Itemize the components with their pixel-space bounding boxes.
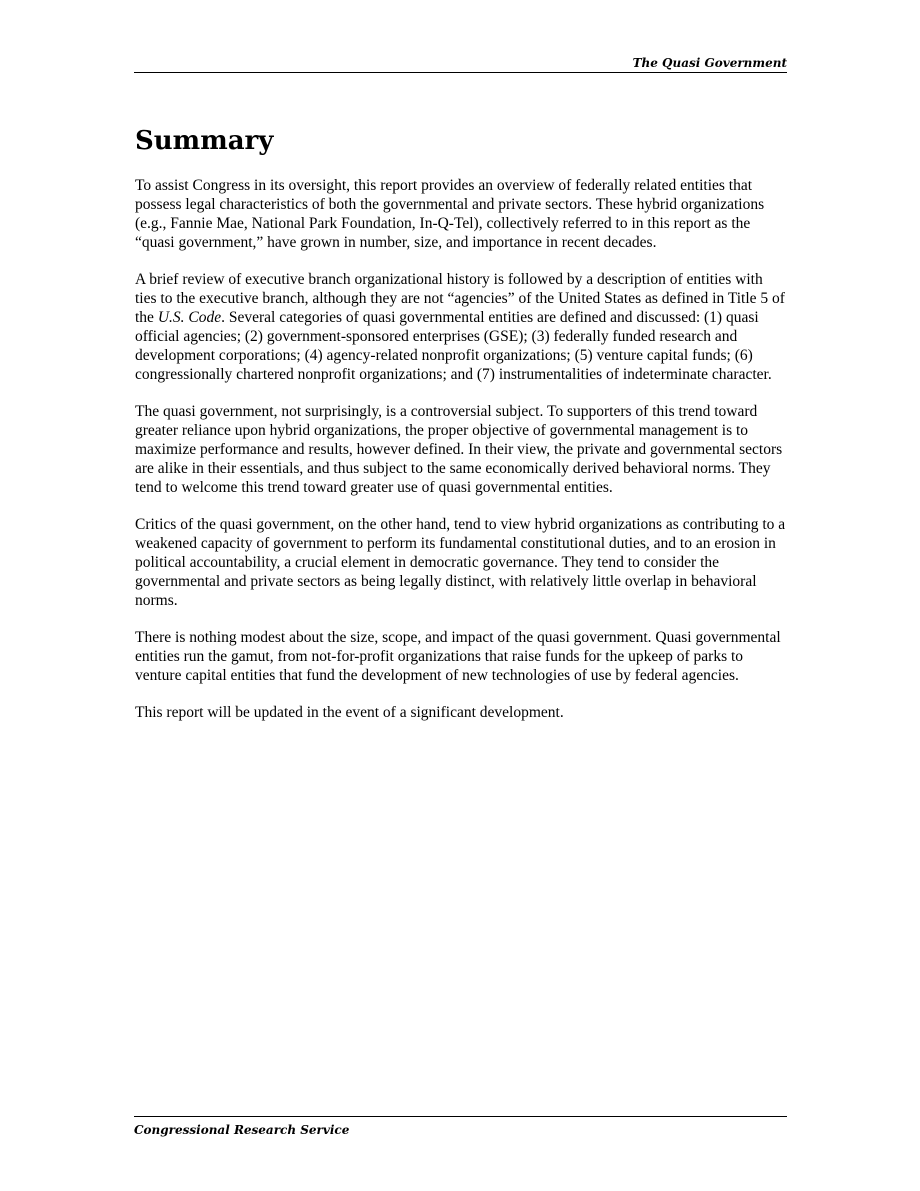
paragraph-history — [135, 270, 787, 384]
paragraph-history-text-end: . Several categories of quasi governmental entities are defined and discussed: (1) quasi official agencies; (2) government-sponsored enterprises (GSE); (3) federally funded research and development corporations; (4) agency-related nonprofit organizations; (5) venture capital funds; (6) congressionally chartered nonprofit organizations; and (7) instrumentalities of indeterminate character. — [135, 309, 772, 383]
running-footer — [134, 1116, 787, 1139]
paragraph-critics-text: Critics of the quasi government, on the other hand, tend to view hybrid organizations as contributing to a weakened capacity of government to perform its fundamental constitutional duties, and to an erosion in political accountability, a crucial element in democratic governance. They tend to consider the governmental and private sectors as being legally distinct, with relatively little overlap in behavioral norms. — [135, 516, 786, 609]
us-code-citation: U.S. Code — [157, 309, 222, 326]
paragraph-scope — [135, 628, 787, 685]
paragraph-overview-text: To assist Congress in its oversight, this report provides an overview of federally related entities that possess legal characteristics of both the governmental and private sectors. These hybrid organizations (e.g., Fannie Mae, National Park Foundation, In-Q-Tel), collectively referred to in this report as the “quasi government,” have grown in number, size, and importance in recent decades. — [135, 177, 765, 251]
page-title: Summary — [135, 126, 274, 156]
paragraph-supporters-text: The quasi government, not surprisingly, is a controversial subject. To supporters of this trend toward greater reliance upon hybrid organizations, the proper objective of governmental management is to maximize performance and results, however defined. In their view, the private and governmental sectors are alike in their essentials, and thus subject to the same economically derived behavioral norms. They tend to welcome this trend toward greater use of quasi governmental entities. — [135, 403, 783, 496]
paragraph-scope-text: There is nothing modest about the size, scope, and impact of the quasi government. Quasi governmental entities run the gamut, from not-for-profit organizations that raise funds for the upkeep of parks to venture capital entities that fund the development of new technologies of use by federal agencies. — [135, 629, 781, 684]
running-header — [134, 54, 787, 73]
paragraph-update-note-text: This report will be updated in the event of a significant development. — [135, 704, 564, 721]
running-header-title: The Quasi Government — [632, 56, 787, 70]
paragraph-history-text-start: A brief review of executive branch organizational history is followed by a description of entities with ties to the executive branch, although they are not “agencies” of the United States as defined in Title 5 of the — [135, 271, 785, 326]
paragraph-critics — [135, 515, 787, 610]
running-footer-source: Congressional Research Service — [134, 1123, 350, 1137]
paragraph-update-note — [135, 703, 787, 722]
paragraph-overview — [135, 176, 787, 252]
summary-body — [135, 176, 787, 740]
paragraph-supporters — [135, 402, 787, 497]
